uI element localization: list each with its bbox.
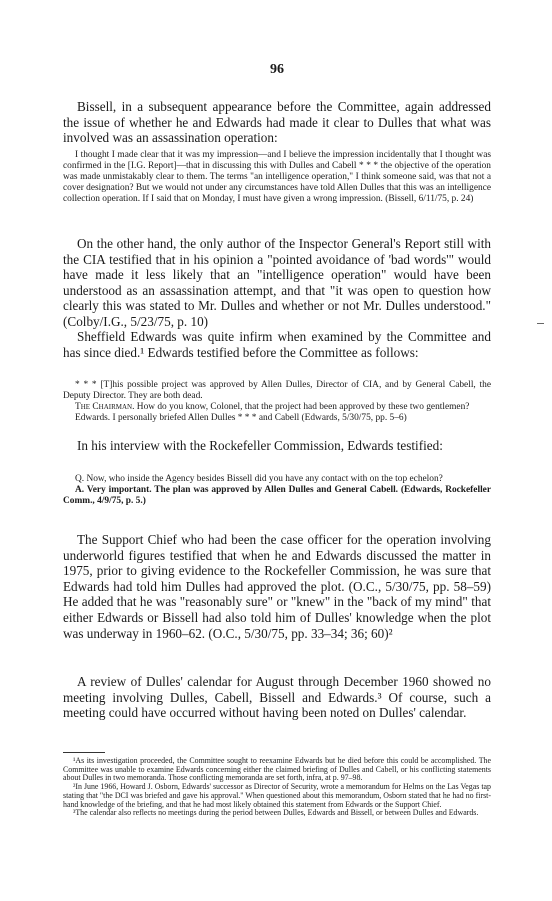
quote-edwards-approval: * * * [T]his possible project was approved by Allen Dulles, Director of CIA, and by General Cabell, the Deputy Director. They are both dead. (63, 380, 491, 402)
edwards-answer-text: I personally briefed Allen Dulles * * * and Cabell (Edwards, 5/30/75, pp. 5–6) (110, 413, 407, 424)
paragraph-rockefeller: In his interview with the Rockefeller Commission, Edwards testified: (77, 438, 443, 453)
quote-edwards-answer (63, 413, 491, 424)
quote-rockefeller-question: Q. Now, who inside the Agency besides Bissell did you have any contact with on the top echelon? (75, 474, 443, 484)
footnote-1: ¹As its investigation proceeded, the Committee sought to reexamine Edwards but he died before this could be accomplished. The Committee was unable to examine Edwards concerning either the claimed briefing of Dulles and Cabell, or his conflicting statements about Dulles in two memoranda. Those conflicting memoranda are set forth, infra, at p. 97–98. (63, 756, 491, 783)
page-number: 96 (270, 62, 284, 77)
quote-rockefeller (63, 474, 491, 507)
footnote-2: ²In June 1966, Howard J. Osborn, Edwards' successor as Director of Security, wrote a memorandum for Helms on the Las Vegas tap stating that "the DCI was briefed and gave his approval." When questioned about this memorandum, Osborn stated that he had no first-hand knowledge of the briefing, and that he had most likely obtained this statement from Edwards or the Support Chief. (63, 782, 491, 809)
margin-mark (537, 323, 544, 324)
quote-edwards-committee (63, 380, 491, 424)
quote-chairman-question (63, 402, 491, 413)
paragraph-calendar-review: A review of Dulles' calendar for August through December 1960 showed no meeting involving Dulles, Cabell, Bissell and Edwards.³ Of course, such a meeting could have occurred without having been noted on Dulles' calendar. (63, 674, 491, 721)
quote-rockefeller-answer: A. Very important. The plan was approved by Allen Dulles and General Cabell. (Edwards, Rockefeller Comm., 4/9/75, p. 5.) (63, 485, 491, 507)
paragraph-bissell-intro: Bissell, in a subsequent appearance before the Committee, again addressed the issue of whether he and Edwards had made it clear to Dulles that what was involved was an assassination operation: (63, 99, 491, 146)
paragraph-edwards-infirm: Sheffield Edwards was quite infirm when examined by the Committee and has since died.¹ Edwards testified before the Committee as follows: (63, 329, 491, 360)
chairman-question-text: How do you know, Colonel, that the project had been approved by these two gentlemen? (134, 402, 470, 413)
speaker-edwards: Edwards. (75, 413, 111, 424)
quote-bissell (63, 150, 491, 205)
paragraph-ig-report: On the other hand, the only author of the Inspector General's Report still with the CIA testified that in his opinion a "pointed avoidance of 'bad words'" would have made it less likely that an "intelligence operation" would have been understood as an assassination attempt, and that "it was open to question how clearly this was stated to Mr. Dulles and whether or not Mr. Dulles understood." (Colby/I.G., 5/23/75, p. 10) (63, 236, 491, 329)
footnotes (63, 757, 491, 818)
speaker-chairman: The Chairman. (75, 402, 135, 413)
paragraph-support-chief: The Support Chief who had been the case officer for the operation involving underworld figures testified that when he and Edwards discussed the matter in 1975, prior to giving evidence to the Rockefeller Commission, he was sure that Edwards had told him Dulles had approved the plot. (O.C., 5/30/75, pp. 58–59) He added that he was "reasonably sure" or "knew" in the "back of my mind" that either Edwards or Bissell had also told him of Dulles' knowledge when the plot was underway in 1960–62. (O.C., 5/30/75, pp. 33–34; 36; 60)² (63, 532, 491, 641)
quote-bissell-text: I thought I made clear that it was my impression—and I believe the impression incidentally that I thought was confirmed in the [I.G. Report]—that in discussing this with Dulles and Cabell * * * the objective of the operation was made unmistakably clear to them. The terms "an intelligence operation," I think someone said, was that not a cover designation? But we would not under any circumstances have told Allen Dulles that this was an intelligence collection operation. If I said that on Monday, I must have given a wrong impression. (Bissell, 6/11/75, p. 24) (63, 150, 491, 205)
footnote-rule (63, 752, 105, 753)
footnote-3: ³The calendar also reflects no meetings during the period between Dulles, Edwards and Bissell, or between Dulles and Edwards. (73, 808, 479, 818)
